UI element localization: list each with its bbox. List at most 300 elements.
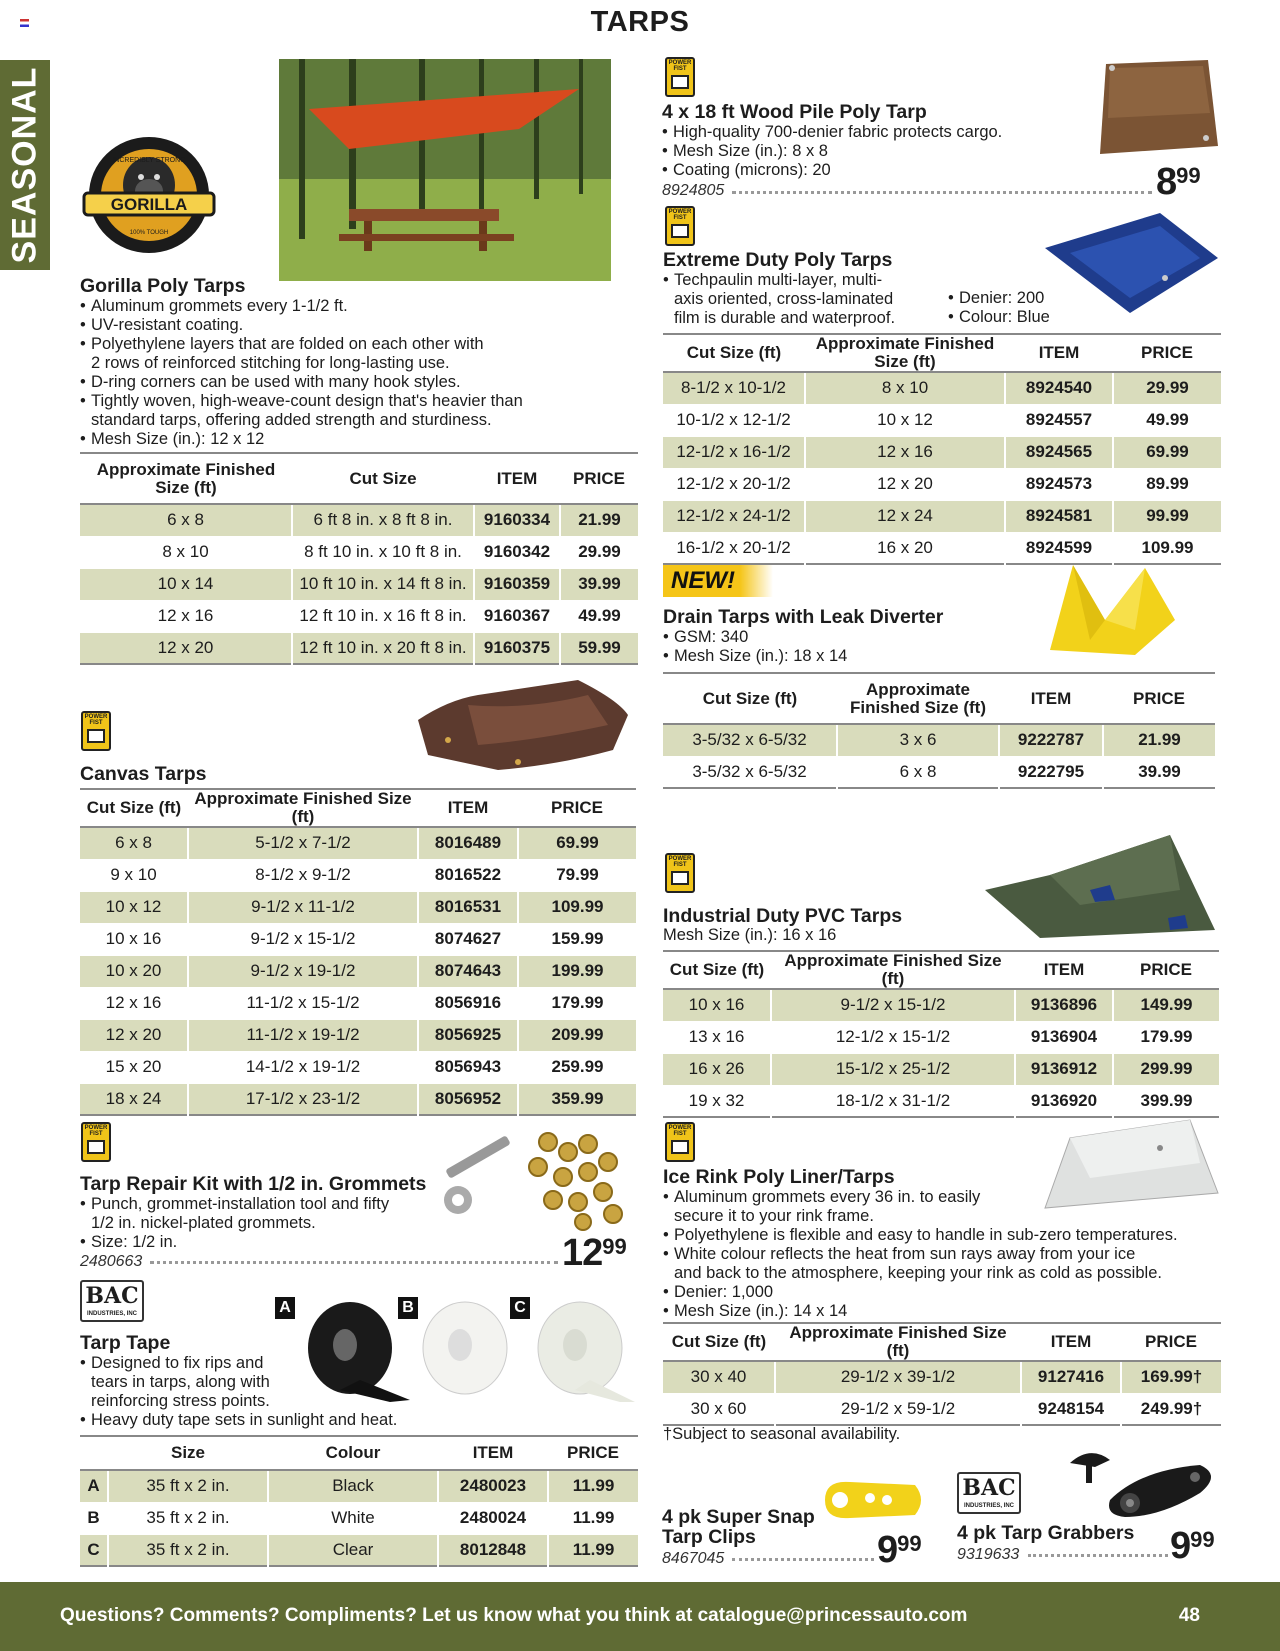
table-cell: 9 x 10: [80, 859, 188, 891]
tarp-grabbers-title: 4 pk Tarp Grabbers: [957, 1522, 1135, 1544]
snap-clips-sku: 8467045: [662, 1550, 725, 1567]
table-cell: 199.99: [518, 955, 636, 987]
canvas-table-body: [80, 827, 636, 1115]
table-row: [80, 891, 636, 923]
table-row: [80, 1019, 636, 1051]
drain-bullet: • GSM: 340: [663, 628, 847, 647]
table-cell: 8924581: [1005, 500, 1113, 532]
table-cell: 39.99: [560, 568, 638, 600]
gorilla-bullet: • UV-resistant coating.: [80, 316, 640, 335]
table-cell: 8012848: [438, 1534, 548, 1566]
snap-clips-price: [877, 1531, 922, 1569]
bac-logo: [957, 1472, 1021, 1514]
table-cell: 249.99†: [1121, 1393, 1221, 1425]
table-row: [663, 372, 1221, 404]
repair-kit-title: Tarp Repair Kit with 1/2 in. Grommets: [80, 1173, 427, 1195]
leader-dots: [150, 1258, 558, 1264]
table-row: [80, 1051, 636, 1083]
table-cell: 3 x 6: [837, 724, 999, 756]
tarp-tape-bullet-cont: reinforcing stress points.: [91, 1392, 270, 1410]
table-row: [80, 600, 638, 632]
industrial-subtitle: Mesh Size (in.): 16 x 16: [663, 926, 837, 944]
repair-kit-bullets: [80, 1195, 389, 1252]
footer-bar: [0, 1582, 1280, 1651]
table-header: Approximate Finished Size (ft): [771, 951, 1015, 989]
table-cell: 6 ft 8 in. x 8 ft 8 in.: [292, 504, 474, 536]
ice-rink-table-body: [663, 1361, 1221, 1425]
table-header: PRICE: [1113, 334, 1221, 372]
table-header: Approximate Finished Size (ft): [80, 453, 292, 504]
table-cell: 49.99: [560, 600, 638, 632]
table-row: [80, 1502, 638, 1534]
table-cell: 2480023: [438, 1470, 548, 1502]
table-cell: 15 x 20: [80, 1051, 188, 1083]
table-row: [663, 1361, 1221, 1393]
table-cell: 6 x 8: [80, 504, 292, 536]
gorilla-bullet: • D-ring corners can be used with many hook styles.: [80, 373, 640, 392]
ice-rink-bullets: [663, 1188, 1178, 1321]
table-cell: 12-1/2 x 15-1/2: [771, 1021, 1015, 1053]
ice-rink-bullet: • Polyethylene is flexible and easy to handle in sub-zero temperatures.: [663, 1226, 1178, 1245]
snap-clips-title-2: Tarp Clips: [662, 1526, 756, 1548]
table-row: [80, 987, 636, 1019]
industrial-tarp-image: [980, 830, 1220, 940]
ice-rink-bullet-cont: and back to the atmosphere, keeping your rink as cold as possible.: [674, 1264, 1162, 1282]
table-cell: 5-1/2 x 7-1/2: [188, 827, 418, 859]
table-row: [80, 1470, 638, 1502]
table-cell: 8056925: [418, 1019, 518, 1051]
table-row: [80, 859, 636, 891]
table-cell: 99.99: [1113, 500, 1221, 532]
bac-wordmark: BAC: [85, 1283, 139, 1309]
table-header: Approximate Finished Size (ft): [775, 1323, 1021, 1361]
ice-rink-bullet: • Denier: 1,000: [663, 1283, 1178, 1302]
table-row: [663, 1021, 1219, 1053]
table-cell: 29-1/2 x 59-1/2: [775, 1393, 1021, 1425]
tarp-tape-bullet-cont: tears in tarps, along with: [91, 1373, 270, 1391]
gorilla-bullet-cont: standard tarps, offering added strength and sturdiness.: [91, 411, 492, 429]
table-cell: 8016522: [418, 859, 518, 891]
tarp-tape-table: [80, 1435, 638, 1567]
power-fist-label: POWER FIST: [668, 856, 692, 868]
bac-logo: [80, 1280, 144, 1322]
table-cell: 9136896: [1015, 989, 1113, 1021]
table-cell: 12 ft 10 in. x 16 ft 8 in.: [292, 600, 474, 632]
wood-pile-bullet: • Mesh Size (in.): 8 x 8: [662, 142, 1002, 161]
table-cell: 149.99: [1113, 989, 1219, 1021]
table-cell: 18-1/2 x 31-1/2: [771, 1085, 1015, 1117]
table-cell: 12 x 20: [80, 1019, 188, 1051]
extreme-bullet: • Colour: Blue: [948, 308, 1050, 327]
table-cell: 8074627: [418, 923, 518, 955]
table-cell: 179.99: [518, 987, 636, 1019]
ice-rink-bullet: • Aluminum grommets every 36 in. to easily: [663, 1188, 1178, 1207]
table-cell: 9136912: [1015, 1053, 1113, 1085]
table-cell: 8 ft 10 in. x 10 ft 8 in.: [292, 536, 474, 568]
canvas-tarp-image: [408, 670, 634, 778]
tarp-tape-table-body: [80, 1470, 638, 1566]
table-cell: White: [268, 1502, 438, 1534]
table-cell: 169.99†: [1121, 1361, 1221, 1393]
drain-tarp-image: [1045, 560, 1177, 656]
table-cell: 8924565: [1005, 436, 1113, 468]
gorilla-title: Gorilla Poly Tarps: [80, 275, 246, 297]
drain-bullets: [663, 628, 847, 666]
grommet-kit-image: [438, 1122, 628, 1232]
table-row: [663, 500, 1221, 532]
extreme-title: Extreme Duty Poly Tarps: [663, 249, 893, 271]
table-row: [663, 1393, 1221, 1425]
table-cell: 209.99: [518, 1019, 636, 1051]
gorilla-bullet: • Mesh Size (in.): 12 x 12: [80, 430, 640, 449]
table-cell: 3-5/32 x 6-5/32: [663, 724, 837, 756]
table-cell: 12 ft 10 in. x 20 ft 8 in.: [292, 632, 474, 664]
table-cell: 8924557: [1005, 404, 1113, 436]
industrial-table-body: [663, 989, 1219, 1117]
table-header: PRICE: [1113, 951, 1219, 989]
table-cell: 159.99: [518, 923, 636, 955]
tape-badge-c: C: [510, 1297, 530, 1319]
table-cell: 12-1/2 x 24-1/2: [663, 500, 805, 532]
table-cell: 8924599: [1005, 532, 1113, 564]
table-cell: 30 x 40: [663, 1361, 775, 1393]
power-fist-label: POWER FIST: [668, 60, 692, 72]
power-fist-logo: [665, 853, 695, 893]
table-row: [663, 468, 1221, 500]
gorilla-logo: [80, 133, 218, 257]
table-cell: 15-1/2 x 25-1/2: [771, 1053, 1015, 1085]
table-cell: 8-1/2 x 10-1/2: [663, 372, 805, 404]
table-cell: 359.99: [518, 1083, 636, 1115]
bac-subtitle: INDUSTRIES, INC: [963, 1503, 1014, 1509]
leader-dots: [1028, 1551, 1168, 1557]
extreme-bullets-right: [948, 289, 1050, 327]
ice-rink-bullet: • White colour reflects the heat from sun rays away from your ice: [663, 1245, 1178, 1264]
table-cell: 9222795: [999, 756, 1103, 788]
table-header: Cut Size (ft): [663, 673, 837, 724]
tarp-grabbers-sku: 9319633: [957, 1546, 1020, 1563]
table-cell: 12 x 16: [80, 600, 292, 632]
table-cell: 12 x 20: [805, 468, 1005, 500]
table-header: Approximate Finished Size (ft): [805, 334, 1005, 372]
section-tab: [0, 60, 50, 270]
table-header: ITEM: [438, 1436, 548, 1470]
gorilla-bullet: • Tightly woven, high-weave-count design that's heavier than: [80, 392, 640, 411]
price-dollars: 9: [1170, 1525, 1191, 1567]
table-cell: 12 x 24: [805, 500, 1005, 532]
repair-kit-bullet-cont: 1/2 in. nickel-plated grommets.: [91, 1214, 316, 1232]
table-header: ITEM: [1015, 951, 1113, 989]
table-cell: 12 x 16: [805, 436, 1005, 468]
power-fist-logo: [81, 711, 111, 751]
table-row: [80, 923, 636, 955]
extreme-bullet-cont: film is durable and waterproof.: [674, 309, 896, 327]
table-cell: 9-1/2 x 15-1/2: [771, 989, 1015, 1021]
table-cell: 29.99: [1113, 372, 1221, 404]
canvas-title: Canvas Tarps: [80, 763, 207, 785]
bac-subtitle: INDUSTRIES, INC: [86, 1311, 137, 1317]
table-cell: 69.99: [518, 827, 636, 859]
table-cell: 8924573: [1005, 468, 1113, 500]
tarp-grabbers-image: [1050, 1445, 1225, 1525]
table-row: [80, 827, 636, 859]
table-row: [80, 1534, 638, 1566]
tarp-grabbers-price: [1170, 1527, 1215, 1565]
power-fist-label: POWER FIST: [84, 714, 108, 726]
price-cents: 99: [1190, 1527, 1215, 1552]
table-cell: 10-1/2 x 12-1/2: [663, 404, 805, 436]
power-fist-logo: [665, 57, 695, 97]
power-fist-label: POWER FIST: [668, 209, 692, 221]
table-cell: 2480024: [438, 1502, 548, 1534]
table-header: ITEM: [1005, 334, 1113, 372]
table-cell: A: [80, 1470, 108, 1502]
table-cell: 9222787: [999, 724, 1103, 756]
table-cell: 18 x 24: [80, 1083, 188, 1115]
table-cell: 59.99: [560, 632, 638, 664]
ice-rink-footnote: †Subject to seasonal availability.: [663, 1425, 901, 1443]
section-label: SEASONAL: [5, 66, 44, 264]
table-header: PRICE: [560, 453, 638, 504]
table-cell: 29.99: [560, 536, 638, 568]
table-header: [80, 1436, 108, 1470]
repair-kit-bullet: • Size: 1/2 in.: [80, 1233, 389, 1252]
table-cell: 8 x 10: [805, 372, 1005, 404]
table-header: ITEM: [999, 673, 1103, 724]
extreme-bullet-cont: axis oriented, cross-laminated: [674, 290, 894, 308]
table-cell: 35 ft x 2 in.: [108, 1502, 268, 1534]
table-cell: 6 x 8: [837, 756, 999, 788]
table-cell: C: [80, 1534, 108, 1566]
table-row: [80, 536, 638, 568]
footer-feedback-text[interactable]: Questions? Comments? Compliments? Let us know what you think at catalogue@princessauto.com: [60, 1605, 968, 1626]
table-cell: 30 x 60: [663, 1393, 775, 1425]
table-cell: 10 x 20: [80, 955, 188, 987]
power-fist-logo: [81, 1122, 111, 1162]
extreme-tarp-image: [1040, 208, 1220, 316]
tape-badge-b: B: [398, 1297, 418, 1319]
table-header: Approximate Finished Size (ft): [837, 673, 999, 724]
table-row: [663, 1085, 1219, 1117]
table-row: [80, 504, 638, 536]
industrial-table: [663, 950, 1219, 1118]
table-cell: 49.99: [1113, 404, 1221, 436]
table-header: PRICE: [1121, 1323, 1221, 1361]
gorilla-ring-bottom: 100% TOUGH: [129, 230, 169, 236]
table-row: [663, 404, 1221, 436]
table-row: [663, 1053, 1219, 1085]
power-fist-logo: [665, 1122, 695, 1162]
repair-kit-price: [562, 1234, 627, 1272]
table-cell: 8056943: [418, 1051, 518, 1083]
table-header: PRICE: [518, 789, 636, 827]
extreme-table-body: [663, 372, 1221, 564]
table-header: Cut Size (ft): [663, 1323, 775, 1361]
table-cell: 8056916: [418, 987, 518, 1019]
drain-table: [663, 672, 1215, 789]
table-cell: 10 x 12: [805, 404, 1005, 436]
table-cell: 10 x 16: [663, 989, 771, 1021]
price-dollars: 9: [877, 1529, 898, 1571]
gorilla-bullet: • Polyethylene layers that are folded on each other with: [80, 335, 640, 354]
table-header: PRICE: [1103, 673, 1215, 724]
table-cell: B: [80, 1502, 108, 1534]
table-cell: 11.99: [548, 1502, 638, 1534]
table-cell: 9248154: [1021, 1393, 1121, 1425]
table-cell: 10 x 12: [80, 891, 188, 923]
table-cell: 8074643: [418, 955, 518, 987]
table-cell: 21.99: [1103, 724, 1215, 756]
table-header: ITEM: [1021, 1323, 1121, 1361]
gorilla-table-body: [80, 504, 638, 664]
table-cell: 9160367: [474, 600, 560, 632]
extreme-bullets-left: [663, 271, 895, 328]
table-cell: 8-1/2 x 9-1/2: [188, 859, 418, 891]
wood-pile-bullets: [662, 123, 1002, 180]
wood-pile-bullet: • Coating (microns): 20: [662, 161, 1002, 180]
ice-rink-bullet-cont: secure it to your rink frame.: [674, 1207, 874, 1225]
table-row: [663, 436, 1221, 468]
table-row: [80, 568, 638, 600]
table-cell: 11-1/2 x 19-1/2: [188, 1019, 418, 1051]
wood-pile-bullet: • High-quality 700-denier fabric protects cargo.: [662, 123, 1002, 142]
gorilla-table: [80, 452, 638, 665]
gorilla-bullet: • Aluminum grommets every 1-1/2 ft.: [80, 297, 640, 316]
price-dollars: 8: [1156, 161, 1177, 203]
table-cell: 11.99: [548, 1470, 638, 1502]
repair-kit-sku: 2480663: [80, 1253, 143, 1270]
bac-wordmark: BAC: [962, 1475, 1016, 1501]
new-badge: NEW!: [663, 565, 773, 597]
power-fist-label: POWER FIST: [668, 1125, 692, 1137]
repair-kit-bullet: • Punch, grommet-installation tool and fifty: [80, 1195, 389, 1214]
table-cell: 9160334: [474, 504, 560, 536]
extreme-bullet: • Denier: 200: [948, 289, 1050, 308]
price-cents: 99: [1176, 163, 1201, 188]
table-cell: 21.99: [560, 504, 638, 536]
power-fist-label: POWER FIST: [84, 1125, 108, 1137]
price-dollars: 12: [562, 1232, 603, 1274]
table-cell: 14-1/2 x 19-1/2: [188, 1051, 418, 1083]
table-cell: 11-1/2 x 15-1/2: [188, 987, 418, 1019]
table-header: PRICE: [548, 1436, 638, 1470]
table-cell: 16-1/2 x 20-1/2: [663, 532, 805, 564]
gorilla-bullets: [80, 297, 640, 449]
table-cell: 17-1/2 x 23-1/2: [188, 1083, 418, 1115]
table-cell: 8 x 10: [80, 536, 292, 568]
gorilla-wordmark: GORILLA: [110, 195, 188, 214]
page-number: 48: [1178, 1605, 1200, 1626]
table-header: Cut Size: [292, 453, 474, 504]
price-cents: 99: [602, 1234, 627, 1259]
gorilla-bullet-cont: 2 rows of reinforced stitching for long-lasting use.: [91, 354, 450, 372]
table-cell: 10 x 14: [80, 568, 292, 600]
table-cell: 12-1/2 x 20-1/2: [663, 468, 805, 500]
table-row: [80, 1083, 636, 1115]
table-cell: 39.99: [1103, 756, 1215, 788]
table-cell: Clear: [268, 1534, 438, 1566]
table-cell: 12-1/2 x 16-1/2: [663, 436, 805, 468]
wood-pile-tarp-image: [1098, 58, 1220, 158]
snap-clips-title-1: 4 pk Super Snap: [662, 1506, 815, 1528]
table-cell: 399.99: [1113, 1085, 1219, 1117]
table-cell: 19 x 32: [663, 1085, 771, 1117]
wood-pile-title: 4 x 18 ft Wood Pile Poly Tarp: [662, 101, 927, 123]
table-header: Approximate Finished Size (ft): [188, 789, 418, 827]
table-cell: 3-5/32 x 6-5/32: [663, 756, 837, 788]
table-cell: 35 ft x 2 in.: [108, 1534, 268, 1566]
table-cell: 13 x 16: [663, 1021, 771, 1053]
table-header: ITEM: [418, 789, 518, 827]
power-fist-logo: [665, 206, 695, 246]
ice-rink-table: [663, 1322, 1221, 1426]
table-cell: 16 x 20: [805, 532, 1005, 564]
table-cell: 11.99: [548, 1534, 638, 1566]
table-cell: 35 ft x 2 in.: [108, 1470, 268, 1502]
gorilla-ring-top: INCREDIBLY STRONG: [112, 157, 186, 164]
table-cell: 9127416: [1021, 1361, 1121, 1393]
tarp-tape-title: Tarp Tape: [80, 1332, 171, 1354]
table-header: Cut Size (ft): [663, 951, 771, 989]
table-header: Size: [108, 1436, 268, 1470]
table-cell: 12 x 16: [80, 987, 188, 1019]
table-cell: 109.99: [518, 891, 636, 923]
table-cell: 79.99: [518, 859, 636, 891]
table-cell: 8016489: [418, 827, 518, 859]
tape-badge-a: A: [275, 1297, 295, 1319]
table-cell: 8056952: [418, 1083, 518, 1115]
canvas-table: [80, 788, 636, 1116]
table-cell: 9-1/2 x 15-1/2: [188, 923, 418, 955]
table-cell: 9-1/2 x 19-1/2: [188, 955, 418, 987]
table-cell: 9-1/2 x 11-1/2: [188, 891, 418, 923]
table-header: ITEM: [474, 453, 560, 504]
table-cell: Black: [268, 1470, 438, 1502]
tarp-tape-bullets: [80, 1354, 397, 1430]
industrial-title: Industrial Duty PVC Tarps: [663, 905, 903, 927]
extreme-bullet: • Techpaulin multi-layer, multi-: [663, 271, 895, 290]
table-cell: 9160375: [474, 632, 560, 664]
ice-rink-title: Ice Rink Poly Liner/Tarps: [663, 1166, 895, 1188]
table-header: Cut Size (ft): [663, 334, 805, 372]
table-cell: 10 ft 10 in. x 14 ft 8 in.: [292, 568, 474, 600]
table-cell: 8924540: [1005, 372, 1113, 404]
page-title: TARPS: [590, 6, 690, 38]
table-cell: 89.99: [1113, 468, 1221, 500]
table-row: [80, 955, 636, 987]
table-cell: 9136904: [1015, 1021, 1113, 1053]
table-cell: 259.99: [518, 1051, 636, 1083]
table-header: Cut Size (ft): [80, 789, 188, 827]
drain-table-body: [663, 724, 1215, 788]
extreme-table: [663, 333, 1221, 565]
table-cell: 9160342: [474, 536, 560, 568]
gorilla-tarp-photo: [279, 59, 611, 281]
wood-pile-sku: 8924805: [662, 182, 725, 199]
table-row: [663, 989, 1219, 1021]
drain-title: Drain Tarps with Leak Diverter: [663, 606, 944, 628]
table-cell: 12 x 20: [80, 632, 292, 664]
price-cents: 99: [897, 1531, 922, 1556]
ice-rink-bullet: • Mesh Size (in.): 14 x 14: [663, 1302, 1178, 1321]
table-cell: 10 x 16: [80, 923, 188, 955]
drain-bullet: • Mesh Size (in.): 18 x 14: [663, 647, 847, 666]
leader-dots: [732, 1555, 874, 1561]
table-cell: 69.99: [1113, 436, 1221, 468]
table-row: [80, 632, 638, 664]
table-header: Colour: [268, 1436, 438, 1470]
table-cell: 109.99: [1113, 532, 1221, 564]
